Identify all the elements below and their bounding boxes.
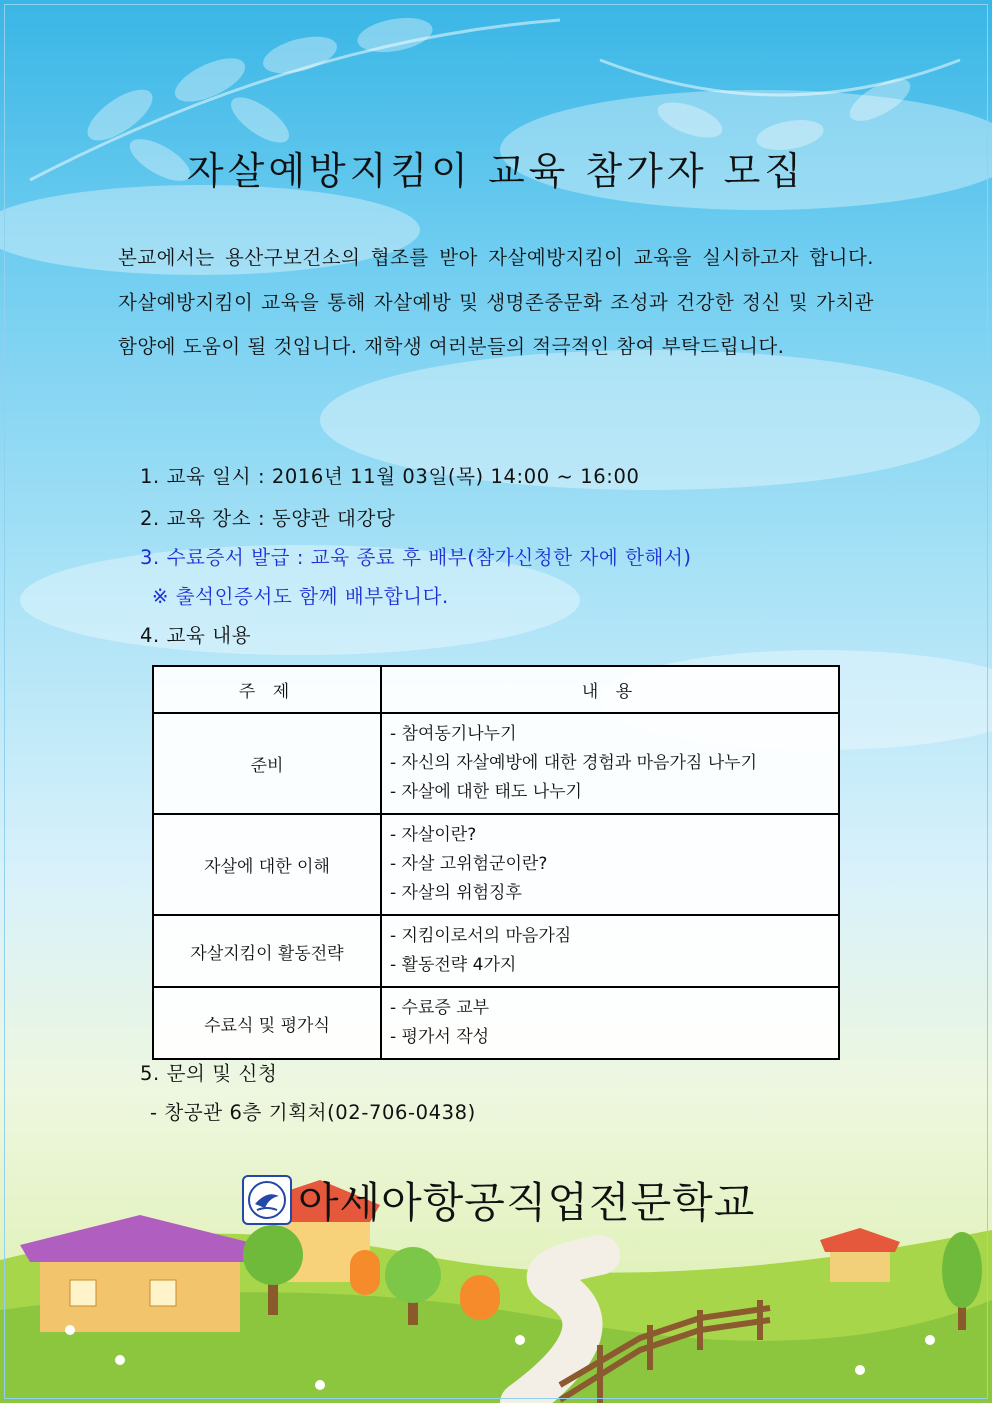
row-contents	[381, 713, 839, 814]
row-contents	[381, 987, 839, 1059]
page-title: 자살예방지킴이 교육 참가자 모집	[186, 149, 806, 193]
content-item: - 자살이란?	[390, 825, 477, 845]
content-item: - 자살 고위험군이란?	[390, 854, 548, 874]
content-item: - 자살의 위험징후	[390, 883, 522, 903]
school-name: 아세아항공직업전문학교	[298, 1178, 756, 1227]
table-row	[153, 915, 839, 987]
content-item: - 참여동기나누기	[390, 724, 517, 744]
row-subject: 자살지킴이 활동전략	[153, 915, 381, 987]
item-date: 1. 교육 일시 : 2016년 11월 03일(목) 14:00 ~ 16:00	[140, 465, 640, 488]
header-subject: 주 제	[153, 666, 381, 713]
education-content-table	[152, 665, 840, 1060]
row-contents	[381, 814, 839, 915]
school-logo	[242, 1175, 292, 1225]
item-certificate: 3. 수료증서 발급 : 교육 종료 후 배부(참가신청한 자에 한해서)	[140, 546, 692, 569]
row-subject: 준비	[153, 713, 381, 814]
intro-paragraph: 본교에서는 용산구보건소의 협조를 받아 자살예방지킴이 교육을 실시하고자 합니다. 자살예방지킴이 교육을 통해 자살예방 및 생명존중문화 조성과 건강한 정신 및 가치관 함양에 도움이 될 것입니다. 재학생 여러분들의 적극적인 참여 부탁드립니다.	[118, 246, 874, 358]
certificate-note: ※ 출석인증서도 함께 배부합니다.	[152, 585, 449, 608]
school-signature	[242, 1170, 755, 1230]
header-content: 내 용	[381, 666, 839, 713]
table-header-row	[153, 666, 839, 713]
school-emblem-icon	[247, 1180, 287, 1220]
table-row	[153, 814, 839, 915]
table-row	[153, 713, 839, 814]
row-contents	[381, 915, 839, 987]
content-item: - 자살에 대한 태도 나누기	[390, 782, 582, 802]
content-item: - 자신의 자살예방에 대한 경험과 마음가짐 나누기	[390, 753, 757, 773]
content-item: - 수료증 교부	[390, 998, 490, 1018]
contact-heading: 5. 문의 및 신청	[140, 1062, 278, 1085]
table-row	[153, 987, 839, 1059]
item-content-heading: 4. 교육 내용	[140, 624, 252, 647]
contact-detail: - 창공관 6층 기획처(02-706-0438)	[150, 1101, 476, 1124]
row-subject: 수료식 및 평가식	[153, 987, 381, 1059]
row-subject: 자살에 대한 이해	[153, 814, 381, 915]
item-place: 2. 교육 장소 : 동양관 대강당	[140, 507, 396, 530]
content-item: - 활동전략 4가지	[390, 955, 517, 975]
content-item: - 평가서 작성	[390, 1027, 490, 1047]
content-item: - 지킴이로서의 마음가짐	[390, 926, 572, 946]
